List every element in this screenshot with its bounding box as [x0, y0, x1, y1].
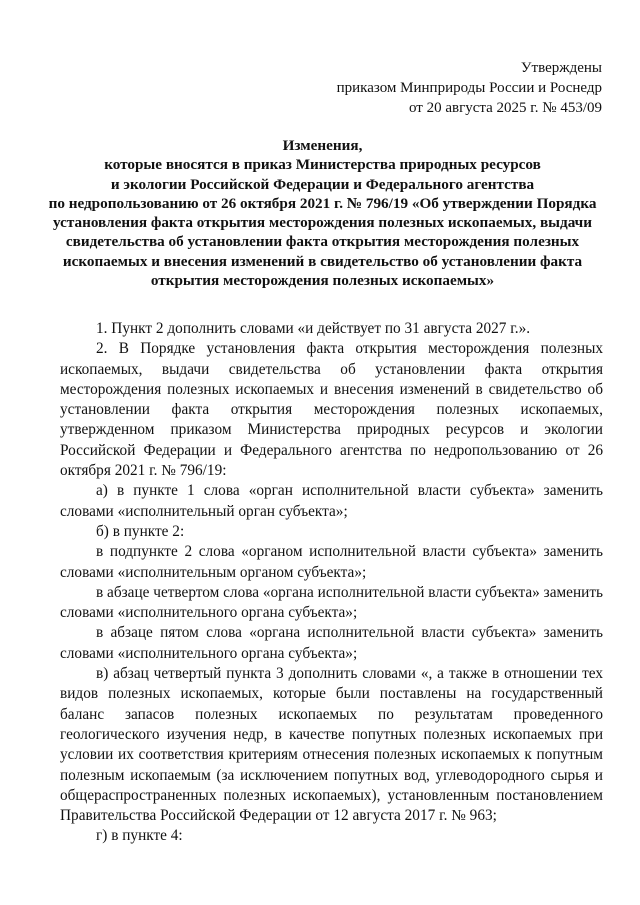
approval-date: от 20 августа 2025 г. № 453/09: [409, 100, 602, 116]
document-body: [60, 319, 603, 847]
title-line: открытия месторождения полезных ископаемых»: [150, 272, 495, 290]
paragraph-subitem-b-3: в абзаце пятом слова «органа исполнительной власти субъекта» заменить словами «исполнительного органа субъекта»;: [60, 624, 603, 662]
approval-order: приказом Минприроды России и Роснедр: [336, 80, 602, 96]
title-heading: Изменения,: [282, 137, 363, 154]
paragraph-item-2: 2. В Порядке установления факта открытия месторождения полезных ископаемых, выдачи свидетельства об установлении факта открытия месторождения полезных ископаемых и внесения изменений в свидетельство об установлении факта открытия месторождения полезных ископаемых, утвержденном приказом Министерства природных ресурсов и экологии Российской Федерации и Федерального агентства по недропользованию от 26 октября 2021 г. № 796/19:: [60, 340, 603, 480]
title-line: свидетельства об установлении факта открытия месторождения полезных: [65, 233, 580, 251]
title-line: и экологии Российской Федерации и Федерального агентства: [110, 175, 535, 193]
paragraph-subitem-b-1: в подпункте 2 слова «органом исполнительной власти субъекта» заменить словами «исполнительным органом субъекта»;: [60, 543, 603, 581]
paragraph-subitem-g: г) в пункте 4:: [96, 827, 183, 845]
title-line: которые вносятся в приказ Министерства природных ресурсов: [104, 156, 541, 174]
title-line: ископаемых и внесения изменений в свидетельство об установлении факта: [62, 252, 583, 270]
paragraph-subitem-b: б) в пункте 2:: [96, 522, 185, 540]
paragraph-subitem-v: в) абзац четвертый пункта 3 дополнить словами «, а также в отношении тех видов полезных ископаемых, которые были поставлены на государственный баланс запасов полезных ископаемых по результатам проведенного геологического изучения недр, в качестве попутных полезных ископаемых при условии их соответствия критериям отнесения полезных ископаемых к попутным полезным ископаемым (за исключением попутных вод, углеводородного сырья и общераспространенных полезных ископаемых), установленным постановлением Правительства Российской Федерации от 12 августа 2017 г. № 963;: [60, 665, 603, 825]
approval-label: Утверждены: [520, 60, 602, 76]
document-title: [40, 136, 605, 290]
paragraph-item-1: 1. Пункт 2 дополнить словами «и действует по 31 августа 2027 г.».: [96, 320, 531, 337]
title-line: установления факта открытия месторождения полезных ископаемых, выдачи: [52, 214, 592, 232]
paragraph-subitem-b-2: в абзаце четвертом слова «органа исполнительной власти субъекта» заменить словами «исполнительного органа субъекта»;: [60, 583, 603, 622]
title-line: по недропользованию от 26 октября 2021 г. № 796/19 «Об утверждении Порядка: [48, 194, 597, 212]
approval-stamp: [337, 58, 602, 118]
paragraph-subitem-a: а) в пункте 1 слова «орган исполнительной власти субъекта» заменить словами «исполнительный орган субъекта»;: [60, 482, 603, 520]
